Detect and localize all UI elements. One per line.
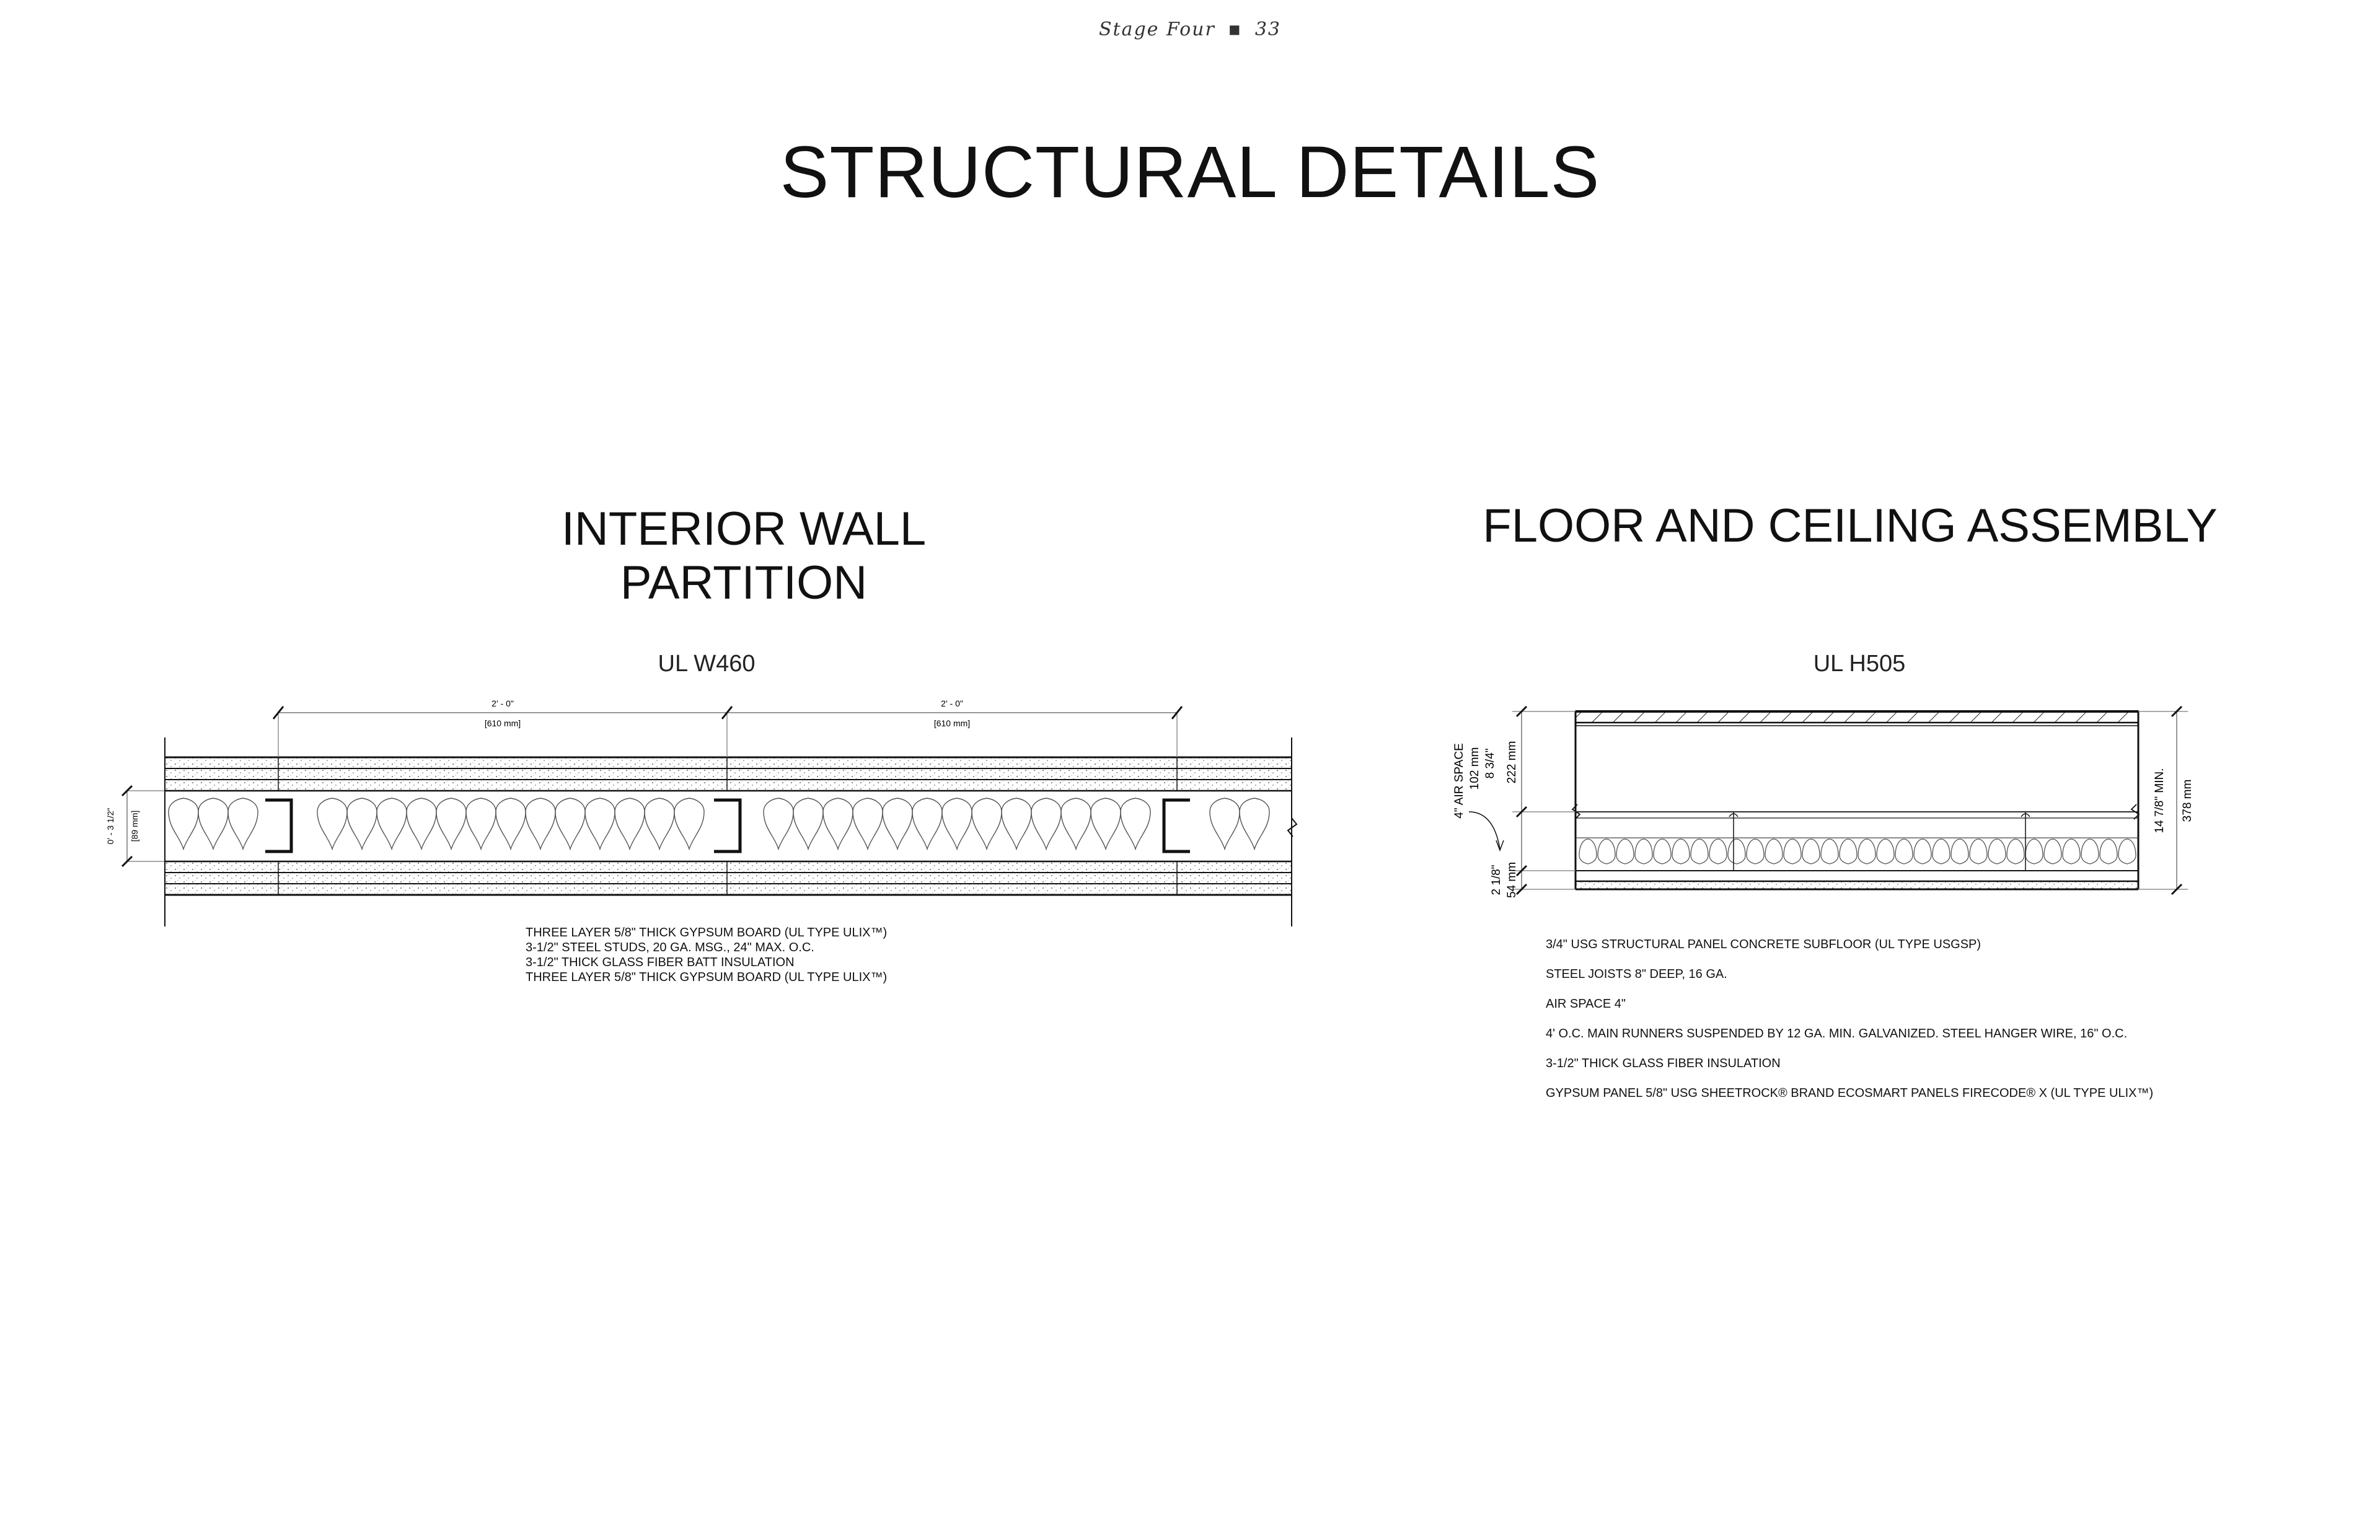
insulation-batt [555,798,585,849]
insulation-batt [764,798,793,849]
floor-insulation [1765,839,1783,864]
floor-insulation [1654,839,1671,864]
section-label: Stage Four [1098,19,1215,40]
insulation-batt [883,798,912,849]
insulation-batt [1091,798,1121,849]
wall-heading: INTERIOR WALL PARTITION [561,503,927,609]
floor-bottom-in: 2 1/8" [1490,865,1503,895]
floor-insulation [1616,839,1634,864]
insulation-batt [585,798,615,849]
floor-air-mm: 102 mm [1468,747,1481,790]
floor-insulation [2100,839,2117,864]
insulation-batt [466,798,496,849]
insulation-batt [645,798,674,849]
floor-note: GYPSUM PANEL 5/8" USG SHEETROCK® BRAND ECOSMART PANELS FIRECODE® X (UL TYPE ULIX™) [1546,1086,2154,1100]
floor-note: STEEL JOISTS 8" DEEP, 16 GA. [1546,967,1727,981]
insulation-batt [823,798,853,849]
floor-insulation [1895,839,1913,864]
wall-ul-label: UL W460 [658,651,756,677]
insulation-batt [1061,798,1091,849]
floor-insulation [2007,839,2024,864]
floor-insulation [1858,839,1875,864]
wall-note: 3-1/2" STEEL STUDS, 20 GA. MSG., 24" MAX. O.C. [526,941,814,954]
floor-insulation [1784,839,1801,864]
floor-insulation [2081,839,2099,864]
floor-insulation [1635,839,1652,864]
wall-thick-mm: [89 mm] [130,810,139,842]
wall-dim1-ft: 2' - 0" [491,698,514,708]
floor-total-mm: 378 mm [2181,779,2194,822]
floor-insulation [1672,839,1690,864]
floor-air-space: 4" AIR SPACE [1453,743,1466,819]
insulation-batt [1210,798,1240,849]
separator-square: ■ [1228,22,1242,37]
insulation-batt [793,798,823,849]
insulation-batt [615,798,645,849]
insulation-batt [377,798,407,849]
insulation-batt [1002,798,1031,849]
insulation-batt [198,798,228,849]
floor-bottom-mm: 54 mm [1505,861,1518,899]
insulation-batt [942,798,972,849]
floor-insulation [1802,839,1820,864]
floor-ul-label: UL H505 [1813,651,1906,677]
floor-joist-in: 8 3/4" [1484,748,1497,779]
floor-insulation [2025,839,2043,864]
wall-notes [526,925,887,985]
insulation-batt [228,798,258,849]
page-title: STRUCTURAL DETAILS [780,131,1600,213]
wall-note: THREE LAYER 5/8" THICK GYPSUM BOARD (UL TYPE ULIX™) [526,926,888,939]
insulation-batt [407,798,436,849]
wall-thick-ft: 0' - 3 1/2" [105,807,115,845]
floor-insulation [2044,839,2061,864]
page-number: 33 [1254,19,1282,40]
floor-insulation [2118,839,2136,864]
floor-total-in: 14 7/8" MIN. [2153,768,2166,834]
insulation-batt [1031,798,1061,849]
insulation-batt [436,798,466,849]
wall-dim2-mm: [610 mm] [933,718,971,728]
floor-insulation [1951,839,1968,864]
insulation-batt [972,798,1002,849]
floor-insulation [1728,839,1745,864]
floor-insulation [1579,839,1597,864]
insulation-batt [853,798,883,849]
floor-insulation [1877,839,1894,864]
floor-insulation [1840,839,1857,864]
floor-note: 3-1/2" THICK GLASS FIBER INSULATION [1546,1057,1781,1070]
insulation-batt [912,798,942,849]
floor-note: 3/4" USG STRUCTURAL PANEL CONCRETE SUBFLOOR (UL TYPE USGSP) [1546,938,1981,951]
floor-insulation [1691,839,1708,864]
insulation-batt [169,798,198,849]
insulation-batt [1240,798,1269,849]
floor-insulation [1988,839,2006,864]
insulation-batt [347,798,377,849]
floor-insulation [1821,839,1838,864]
floor-heading: FLOOR AND CEILING ASSEMBLY [1483,499,2218,552]
wall-note: THREE LAYER 5/8" THICK GYPSUM BOARD (UL TYPE ULIX™) [526,970,888,984]
wall-dim2-ft: 2' - 0" [941,698,963,708]
wall-section-drawing [122,706,1297,926]
floor-insulation [1709,839,1727,864]
floor-insulation [1747,839,1764,864]
wall-dim1-mm: [610 mm] [484,718,521,728]
floor-notes [1546,930,2153,1108]
floor-joist-mm: 222 mm [1505,741,1518,784]
floor-insulation [1598,839,1615,864]
floor-insulation [1914,839,1931,864]
floor-insulation [1970,839,1987,864]
insulation-batt [674,798,704,849]
insulation-batt [496,798,526,849]
insulation-batt [526,798,555,849]
floor-insulation [2063,839,2080,864]
floor-insulation [1933,839,1950,864]
floor-note: 4' O.C. MAIN RUNNERS SUSPENDED BY 12 GA. MIN. GALVANIZED. STEEL HANGER WIRE, 16" O.C. [1546,1027,2128,1041]
insulation-batt [1121,798,1150,849]
floor-section-drawing [1469,706,2188,894]
insulation-batt [317,798,347,849]
floor-note: AIR SPACE 4" [1546,997,1626,1011]
wall-note: 3-1/2" THICK GLASS FIBER BATT INSULATION [526,956,795,969]
